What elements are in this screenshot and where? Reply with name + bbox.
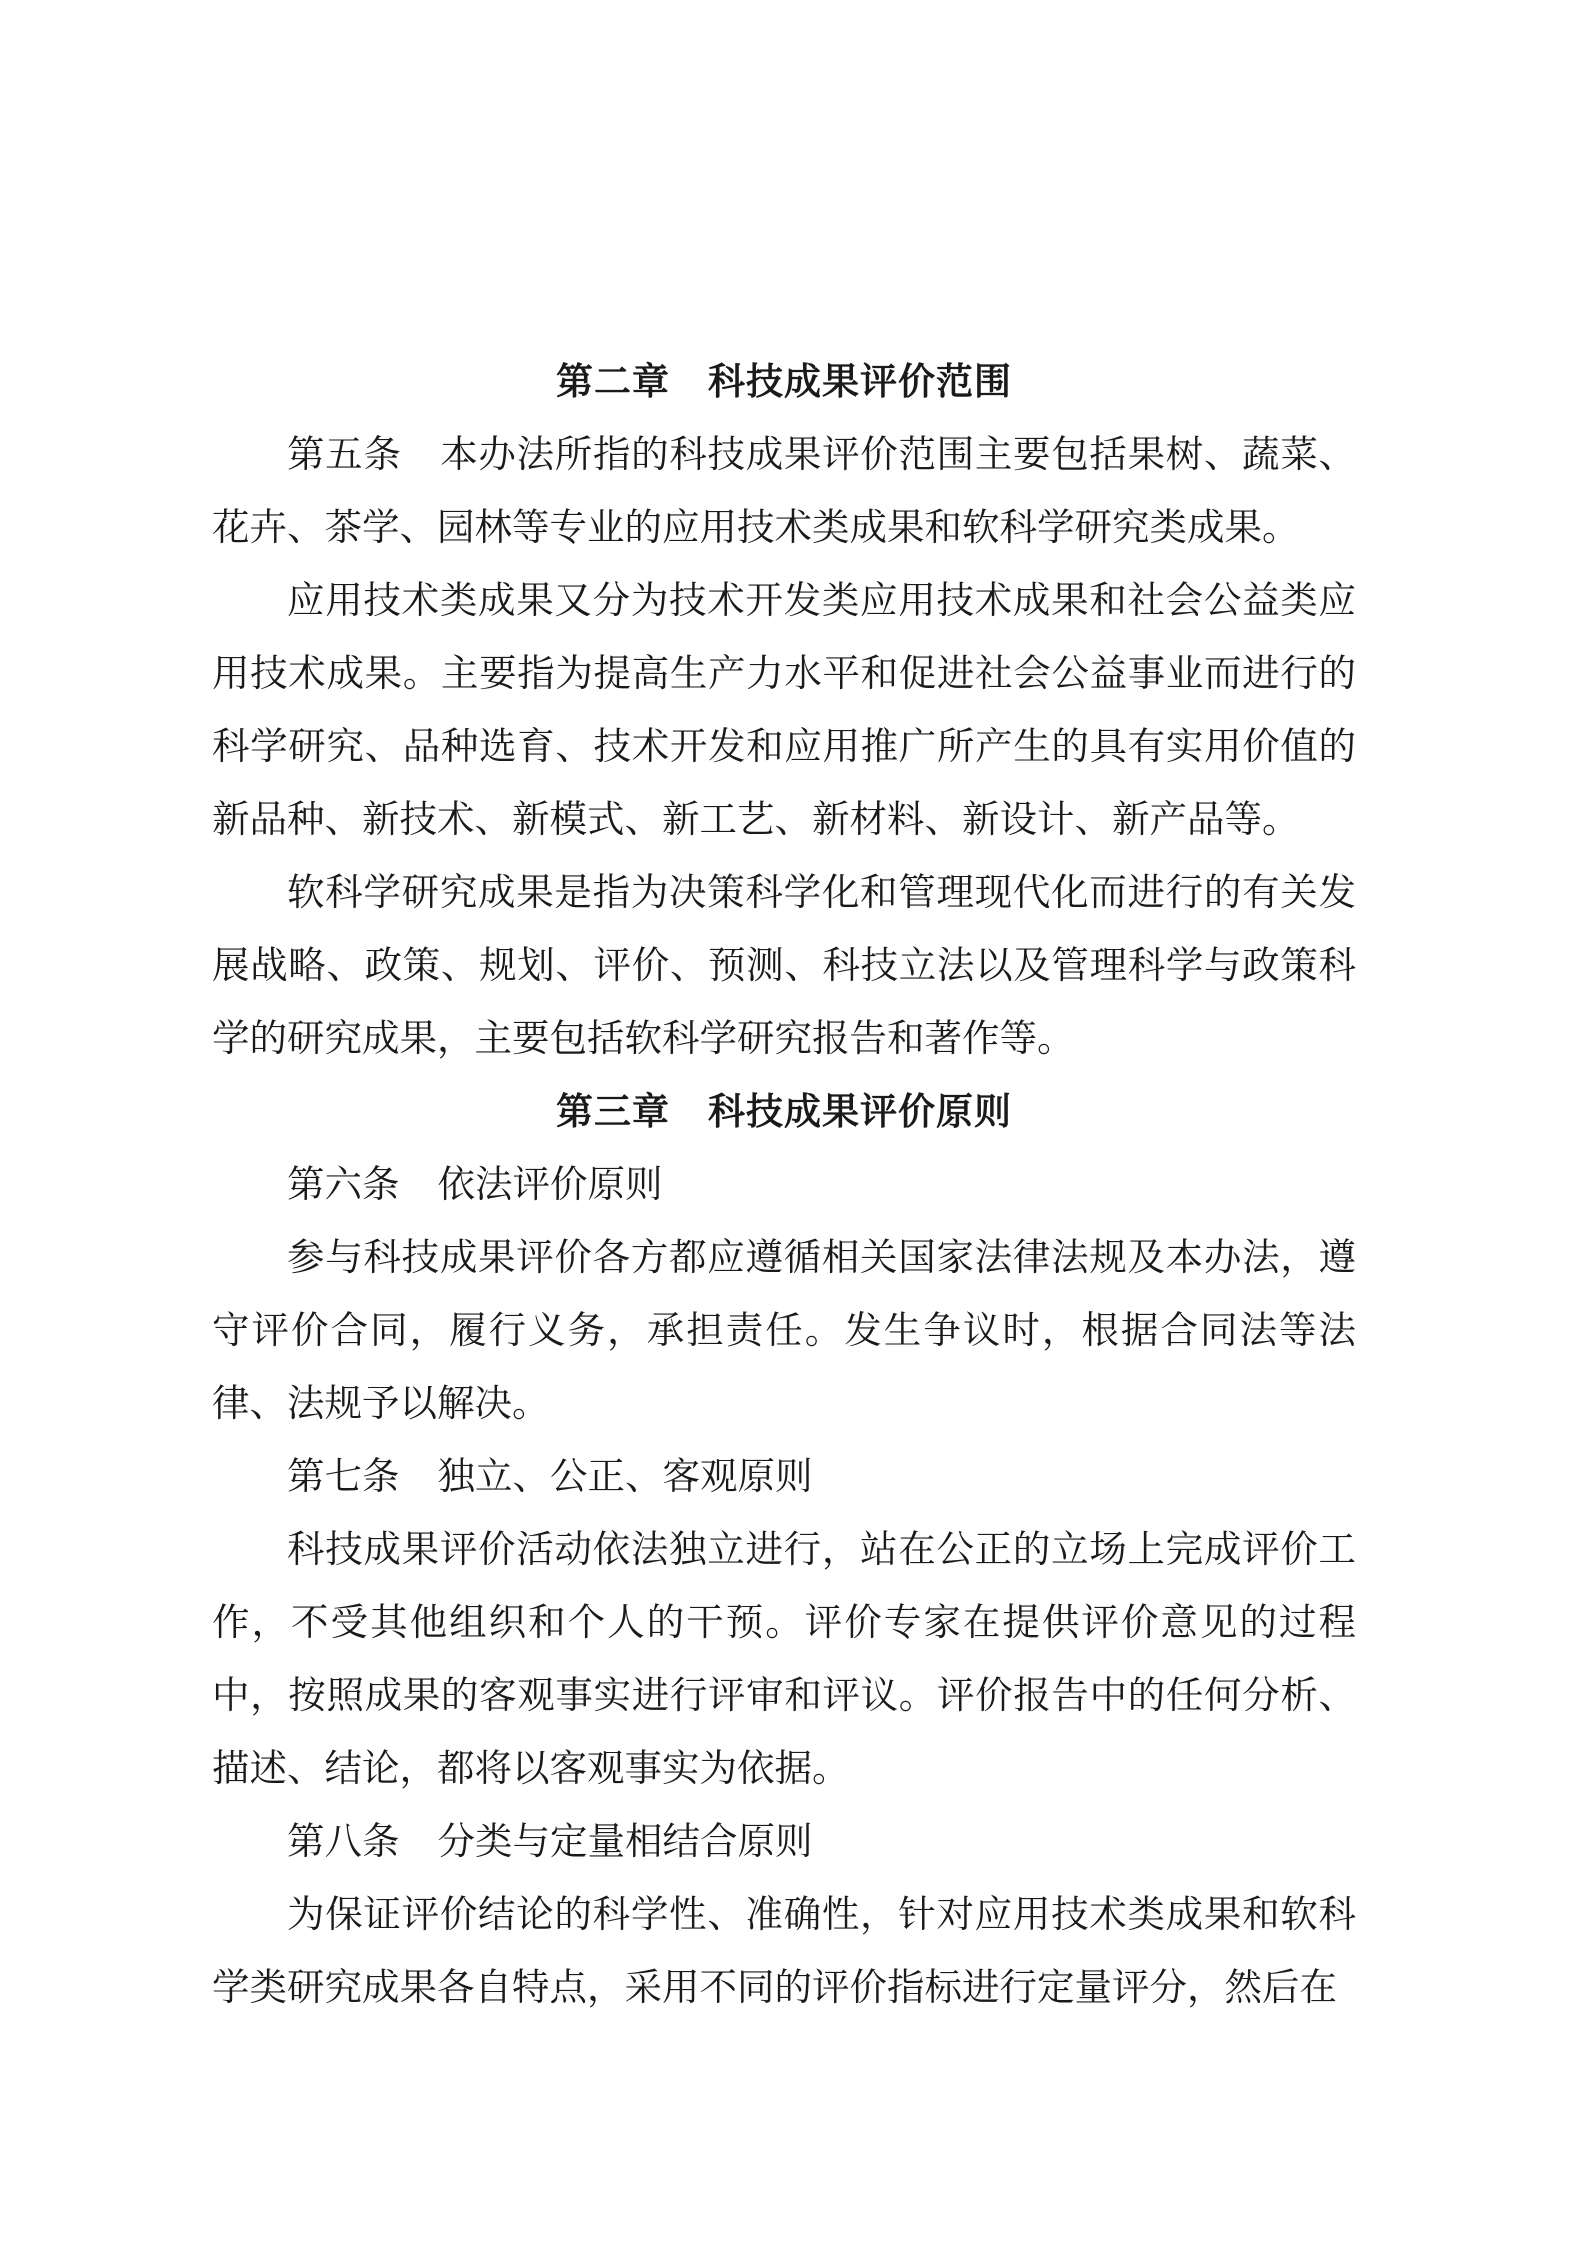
article-7-text: 科技成果评价活动依法独立进行，站在公正的立场上完成评价工作，不受其他组织和个人的干预。评价专家在提供评价意见的过程中，按照成果的客观事实进行评审和评议。评价报告中的任何分析、描述、结论，都将以客观事实为依据。: [212, 1527, 1356, 1790]
article-6-label: 第六条: [287, 1162, 400, 1206]
chapter-3-heading: [212, 1075, 1356, 1148]
article-6-text: 参与科技成果评价各方都应遵循相关国家法律法规及本办法，遵守评价合同，履行义务，承担责任。发生争议时，根据合同法等法律、法规予以解决。: [212, 1235, 1356, 1425]
chapter-2-heading: [212, 345, 1356, 418]
article-5-label: 第五条: [287, 432, 402, 476]
article-6-heading: [212, 1148, 1356, 1221]
article-7-label: 第七条: [287, 1454, 400, 1498]
document-page: [212, 345, 1356, 2024]
article-8-heading: [212, 1805, 1356, 1878]
article-8-text: 为保证评价结论的科学性、准确性，针对应用技术类成果和软科学类研究成果各自特点，采用不同的评价指标进行定量评分，然后在: [212, 1892, 1356, 2009]
article-7-title: 独立、公正、客观原则: [437, 1454, 813, 1498]
paragraph-applied-tech: 应用技术类成果又分为技术开发类应用技术成果和社会公益类应用技术成果。主要指为提高生产力水平和促进社会公益事业而进行的科学研究、品种选育、技术开发和应用推广所产生的具有实用价值的新品种、新技术、新模式、新工艺、新材料、新设计、新产品等。: [212, 578, 1356, 841]
chapter-2-title: 科技成果评价范围: [708, 360, 1012, 403]
article-8-title: 分类与定量相结合原则: [437, 1819, 813, 1863]
chapter-3-label: 第三章: [556, 1090, 670, 1133]
article-6-title: 依法评价原则: [437, 1162, 663, 1206]
chapter-3-title: 科技成果评价原则: [708, 1090, 1012, 1133]
article-8-label: 第八条: [287, 1819, 400, 1863]
article-5: [212, 418, 1356, 564]
chapter-2-label: 第二章: [556, 360, 670, 403]
article-7-heading: [212, 1440, 1356, 1513]
article-5-text: 本办法所指的科技成果评价范围主要包括果树、蔬菜、花卉、茶学、园林等专业的应用技术类成果和软科学研究类成果。: [212, 432, 1357, 549]
paragraph-soft-science: 软科学研究成果是指为决策科学化和管理现代化而进行的有关发展战略、政策、规划、评价、预测、科技立法以及管理科学与政策科学的研究成果，主要包括软科学研究报告和著作等。: [212, 870, 1356, 1060]
